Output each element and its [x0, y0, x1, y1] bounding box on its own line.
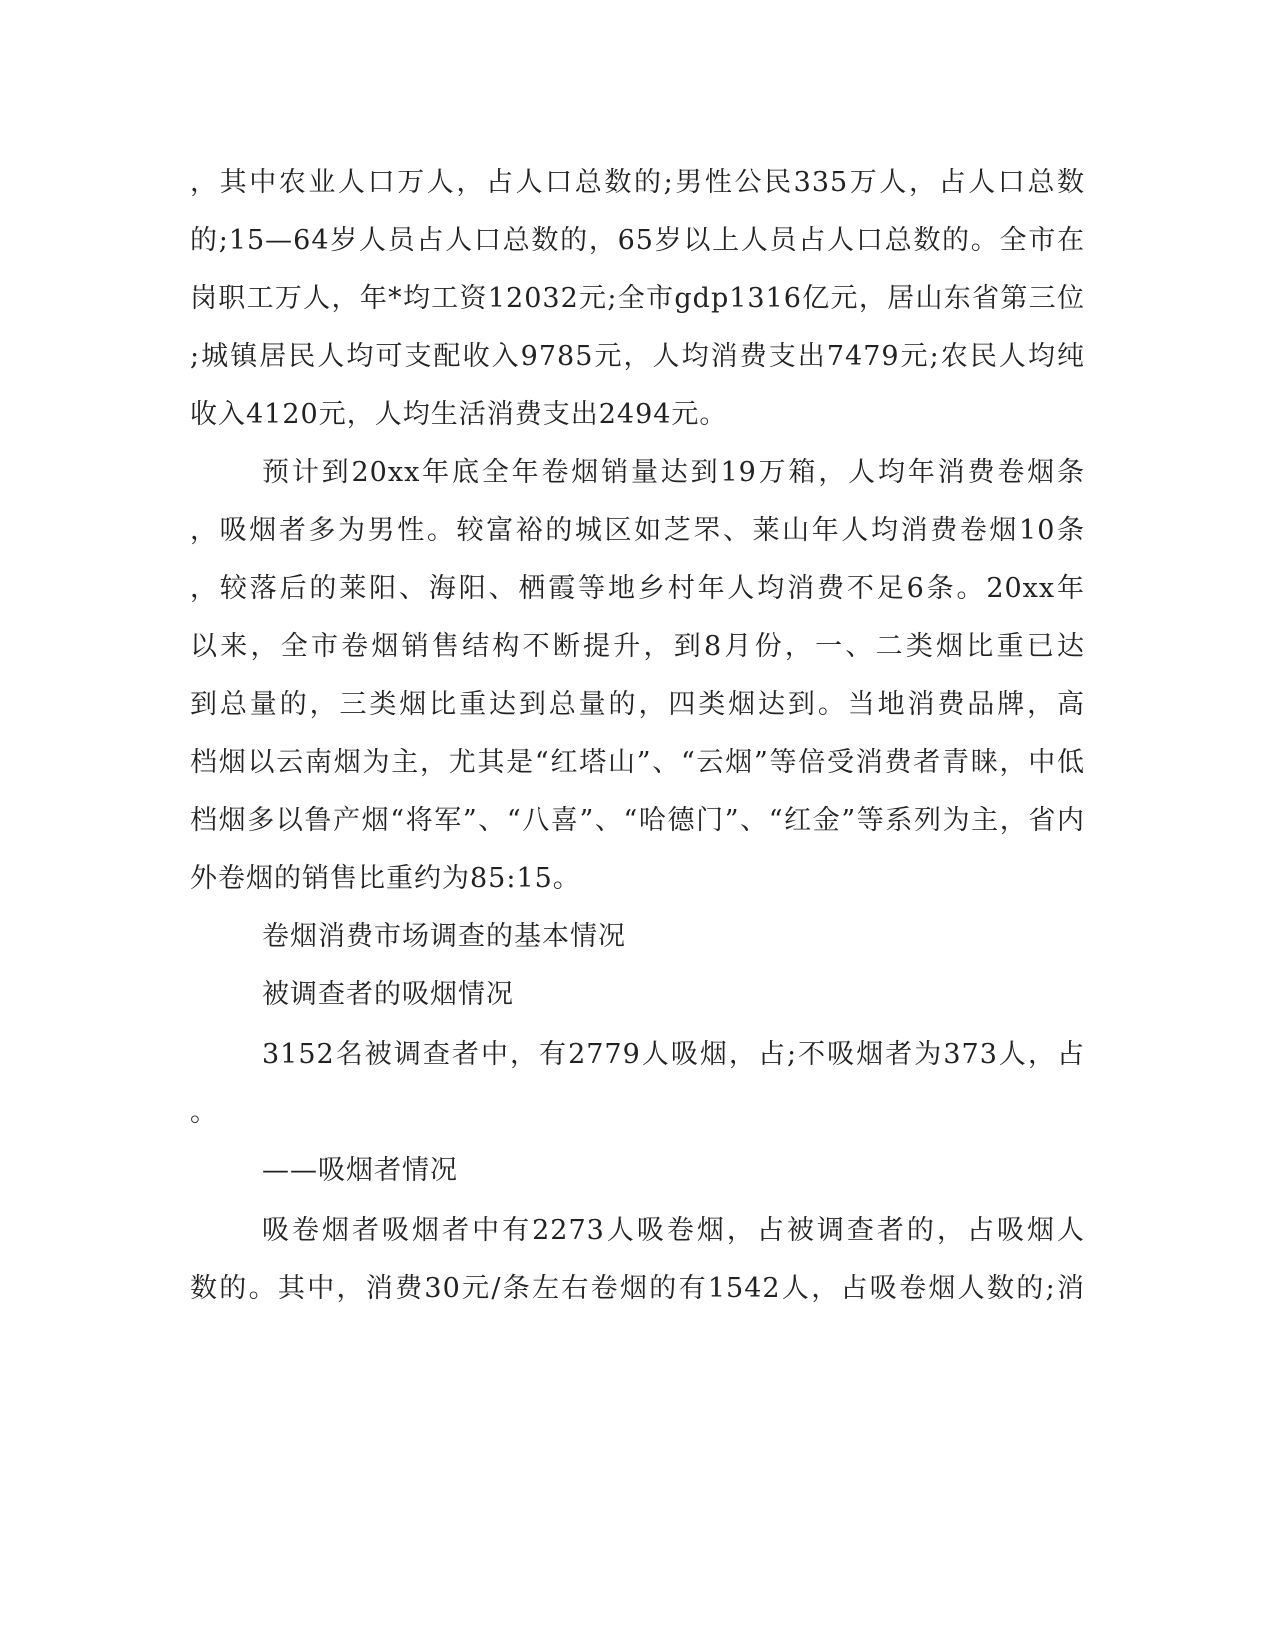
- section-heading: 卷烟消费市场调查的基本情况: [262, 921, 626, 952]
- text-line: 外卷烟的销售比重约为85:15。: [190, 863, 581, 894]
- text-line: 吸卷烟者吸烟者中有2273人吸卷烟，占被调查者的，占吸烟人: [262, 1215, 1085, 1246]
- text-line: ;城镇居民人均可支配收入9785元，人均消费支出7479元;农民人均纯: [190, 341, 1085, 372]
- text-line: 的;15—64岁人员占人口总数的，65岁以上人员占人口总数的。全市在: [190, 225, 1085, 256]
- section-heading: 被调查者的吸烟情况: [262, 979, 514, 1010]
- text-line: 3152名被调查者中，有2779人吸烟，占;不吸烟者为373人，占: [262, 1039, 1085, 1070]
- text-line: 岗职工万人，年*均工资12032元;全市gdp1316亿元，居山东省第三位: [190, 283, 1085, 314]
- text-line: 档烟多以鲁产烟“将军”、“八喜”、“哈德门”、“红金”等系列为主，省内: [190, 805, 1085, 836]
- text-line: ，吸烟者多为男性。较富裕的城区如芝罘、莱山年人均消费卷烟10条: [190, 515, 1085, 546]
- section-heading: ——吸烟者情况: [262, 1155, 458, 1186]
- text-line: 档烟以云南烟为主，尤其是“红塔山”、“云烟”等倍受消费者青睐，中低: [190, 747, 1085, 778]
- text-line: 以来，全市卷烟销售结构不断提升，到8月份，一、二类烟比重已达: [190, 631, 1085, 662]
- text-line: 预计到20xx年底全年卷烟销量达到19万箱，人均年消费卷烟条: [262, 457, 1085, 488]
- text-line: 。: [190, 1097, 218, 1128]
- text-line: ，其中农业人口万人，占人口总数的;男性公民335万人，占人口总数: [190, 167, 1085, 198]
- text-line: 数的。其中，消费30元/条左右卷烟的有1542人，占吸卷烟人数的;消: [190, 1273, 1085, 1304]
- text-line: 到总量的，三类烟比重达到总量的，四类烟达到。当地消费品牌，高: [190, 689, 1085, 720]
- text-line: 收入4120元，人均生活消费支出2494元。: [190, 399, 728, 430]
- text-line: ，较落后的莱阳、海阳、栖霞等地乡村年人均消费不足6条。20xx年: [190, 573, 1085, 604]
